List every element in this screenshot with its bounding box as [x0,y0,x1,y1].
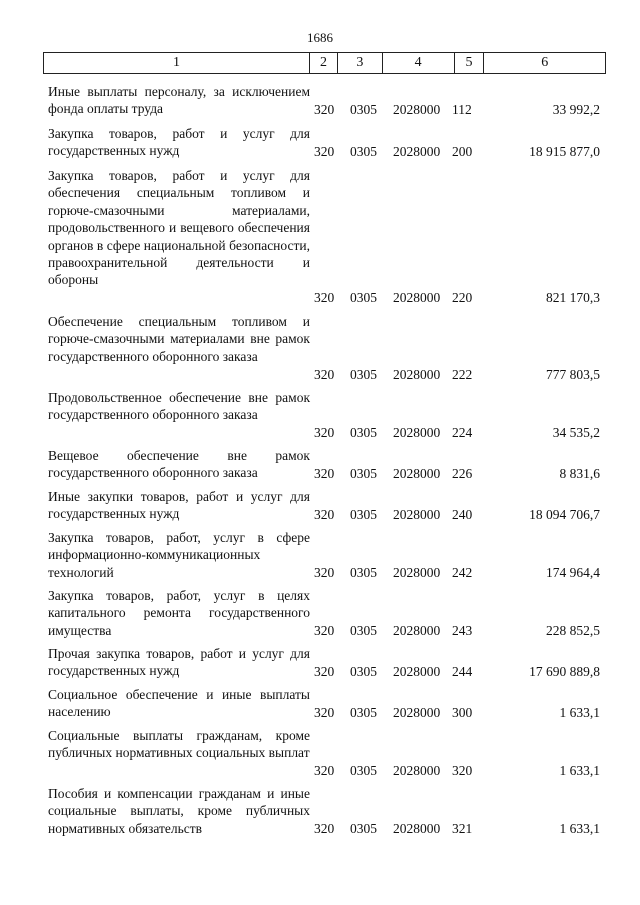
row-code: 320 [314,506,335,522]
row-section: 0305 [350,289,377,305]
row-target: 2028000 [393,663,441,679]
row-amount: 17 690 889,8 [529,663,600,679]
row-code: 320 [314,289,335,305]
row-description: Вещевое обеспечение вне рамок государственного оборонного заказа [48,448,310,481]
row-expense-type: 300 [452,704,473,720]
row-code: 320 [314,704,335,720]
row-description: Закупка товаров, работ и услуг для обеспечения специальным топливом и горюче-смазочными материалами, продовольственного и вещевого обеспечения органов в сфере национальной безопасности, правоохранительной деятельности и обороны [48,168,310,288]
row-code: 320 [314,366,335,382]
row-expense-type: 220 [452,289,473,305]
row-target: 2028000 [393,289,441,305]
row-amount: 18 915 877,0 [529,143,600,159]
row-description: Иные закупки товаров, работ и услуг для государственных нужд [48,489,310,522]
row-section: 0305 [350,506,377,522]
row-target: 2028000 [393,143,441,159]
row-target: 2028000 [393,424,441,440]
row-section: 0305 [350,366,377,382]
row-code: 320 [314,424,335,440]
row-section: 0305 [350,101,377,117]
page-number: 1686 [307,30,333,45]
row-code: 320 [314,143,335,159]
row-section: 0305 [350,143,377,159]
row-code: 320 [314,465,335,481]
row-expense-type: 320 [452,762,473,778]
header-col-5: 5 [455,53,485,73]
row-expense-type: 222 [452,366,473,382]
row-expense-type: 224 [452,424,473,440]
row-description: Закупка товаров, работ, услуг в целях капитального ремонта государственного имущества [48,588,310,638]
table-row [0,447,640,482]
row-description: Обеспечение специальным топливом и горюче-смазочными материалами вне рамок государственного оборонного заказа [48,314,310,364]
table-header [43,52,606,74]
row-description: Закупка товаров, работ и услуг для государственных нужд [48,126,310,159]
row-code: 320 [314,762,335,778]
row-expense-type: 242 [452,564,473,580]
row-target: 2028000 [393,465,441,481]
row-code: 320 [314,820,335,836]
row-section: 0305 [350,762,377,778]
row-description: Социальные выплаты гражданам, кроме публичных нормативных социальных выплат [48,728,310,761]
row-code: 320 [314,564,335,580]
row-amount: 228 852,5 [546,622,600,638]
row-amount: 1 633,1 [559,820,600,836]
row-target: 2028000 [393,704,441,720]
row-expense-type: 244 [452,663,473,679]
row-section: 0305 [350,564,377,580]
row-expense-type: 200 [452,143,473,159]
row-section: 0305 [350,704,377,720]
table-row [0,488,640,523]
table-row [0,389,640,441]
row-target: 2028000 [393,564,441,580]
row-target: 2028000 [393,506,441,522]
row-description: Пособия и компенсации гражданам и иные социальные выплаты, кроме публичных нормативных обязательств [48,786,310,836]
row-expense-type: 243 [452,622,473,638]
table-row [0,83,640,118]
row-expense-type: 112 [452,101,472,117]
row-section: 0305 [350,820,377,836]
row-amount: 1 633,1 [559,762,600,778]
row-target: 2028000 [393,820,441,836]
row-code: 320 [314,101,335,117]
table-row [0,645,640,680]
row-amount: 174 964,4 [546,564,600,580]
row-amount: 777 803,5 [546,366,600,382]
header-col-3: 3 [338,53,383,73]
row-code: 320 [314,622,335,638]
table-row [0,529,640,581]
row-amount: 8 831,6 [559,465,600,481]
row-description: Продовольственное обеспечение вне рамок государственного оборонного заказа [48,390,310,423]
row-target: 2028000 [393,622,441,638]
row-amount: 18 094 706,7 [529,506,600,522]
row-target: 2028000 [393,101,441,117]
table-row [0,686,640,721]
row-description: Иные выплаты персоналу, за исключением фонда оплаты труда [48,84,310,117]
header-col-2: 2 [310,53,338,73]
header-col-1: 1 [44,53,310,73]
row-section: 0305 [350,424,377,440]
row-expense-type: 321 [452,820,473,836]
row-target: 2028000 [393,762,441,778]
row-expense-type: 226 [452,465,473,481]
row-section: 0305 [350,622,377,638]
row-amount: 1 633,1 [559,704,600,720]
row-amount: 34 535,2 [552,424,600,440]
table-row [0,313,640,383]
header-col-4: 4 [383,53,455,73]
table-row [0,785,640,837]
row-description: Прочая закупка товаров, работ и услуг для государственных нужд [48,646,310,679]
row-amount: 33 992,2 [552,101,600,117]
table-row [0,727,640,779]
row-code: 320 [314,663,335,679]
row-description: Закупка товаров, работ, услуг в сфере информационно-коммуникационных технологий [48,530,310,580]
table-row [0,587,640,639]
table-row [0,167,640,306]
table-row [0,125,640,160]
row-section: 0305 [350,465,377,481]
row-description: Социальное обеспечение и иные выплаты населению [48,687,310,720]
row-expense-type: 240 [452,506,473,522]
row-section: 0305 [350,663,377,679]
row-amount: 821 170,3 [546,289,600,305]
header-col-6: 6 [541,55,549,70]
row-target: 2028000 [393,366,441,382]
